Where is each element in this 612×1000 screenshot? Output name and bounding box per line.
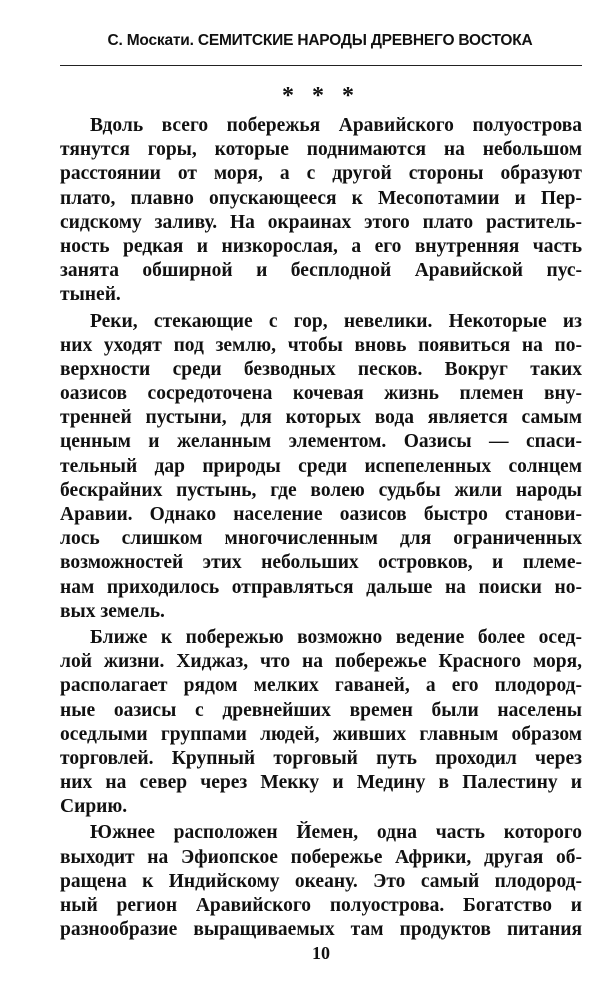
text-line: верхности среди безводных песков. Вокруг таких [60,358,582,380]
text-line: вых земель. [60,600,165,622]
paragraph [60,821,582,942]
text-line: ращена к Индийскому океану. Это самый плодород- [60,870,582,892]
text-body [60,114,582,944]
text-line: сидскому заливу. На окраинах этого плато раститель- [60,211,582,233]
page-number: 10 [312,943,330,963]
text-line: торговлей. Крупный торговый путь проходил через [60,747,582,769]
text-line: ность редкая и низкорослая, а его внутренняя часть [60,235,582,257]
text-line: выходит на Эфиопское побережье Африки, другая об- [60,846,582,868]
text-line: располагает рядом мелких гаваней, а его плодород- [60,675,582,697]
text-line: ценным и желанным элементом. Оазисы — спаси- [60,431,582,453]
text-line: Сирию. [60,796,128,818]
text-line: тыней. [60,284,121,306]
paragraph [60,114,582,308]
text-line: возможностей этих небольших островков, и племе- [60,552,582,574]
text-line: оседлыми группами людей, живших главным образом [60,723,582,745]
paragraph [60,626,582,820]
text-line: тянутся горы, которые поднимаются на небольшом [60,139,582,161]
paragraph [60,310,582,624]
text-line: Реки, стекающие с гор, невелики. Некоторые из [90,310,582,332]
text-line: оазисов сосредоточена кочевая жизнь племен вну- [60,383,582,405]
text-line: тельный дар природы среди испепеленных солнцем [60,455,582,477]
text-line: нам приходилось отправляться дальше на поиски но- [60,576,582,598]
text-line: бескрайних пустынь, где волею судьбы жили народы [60,479,582,501]
section-divider: * * * [282,83,360,109]
text-line: Аравии. Однако население оазисов быстро станови- [60,504,582,525]
text-line: лой жизни. Хиджаз, что на побережье Красного моря, [60,651,582,673]
text-line: тренней пустыни, для которых вода является самым [60,407,582,429]
header-rule [60,65,582,66]
text-line: плато, плавно опускающееся к Месопотамии и Пер- [60,187,582,209]
text-line: разнообразие выращиваемых там продуктов питания [60,919,582,941]
text-line: расстоянии от моря, а с другой стороны образуют [60,163,582,185]
text-line: Вдоль всего побережья Аравийского полуострова [90,115,582,136]
text-line: Ближе к побережью возможно ведение более осед- [90,626,582,648]
text-line: ные оазисы с древнейших времен были населены [60,699,582,721]
text-line: Южнее расположен Йемен, одна часть которого [90,822,582,844]
text-line: занята обширной и бесплодной Аравийской пус- [60,260,582,282]
text-line: них на север через Мекку и Медину в Палестину и [60,772,582,794]
text-line: ный регион Аравийского полуострова. Богатство и [60,895,582,916]
running-header: С. Москати. СЕМИТСКИЕ НАРОДЫ ДРЕВНЕГО ВОСТОКА [107,32,533,49]
text-line: них уходят под землю, чтобы вновь появиться на по- [60,334,582,356]
text-line: лось слишком многочисленным для ограниченных [60,528,582,550]
